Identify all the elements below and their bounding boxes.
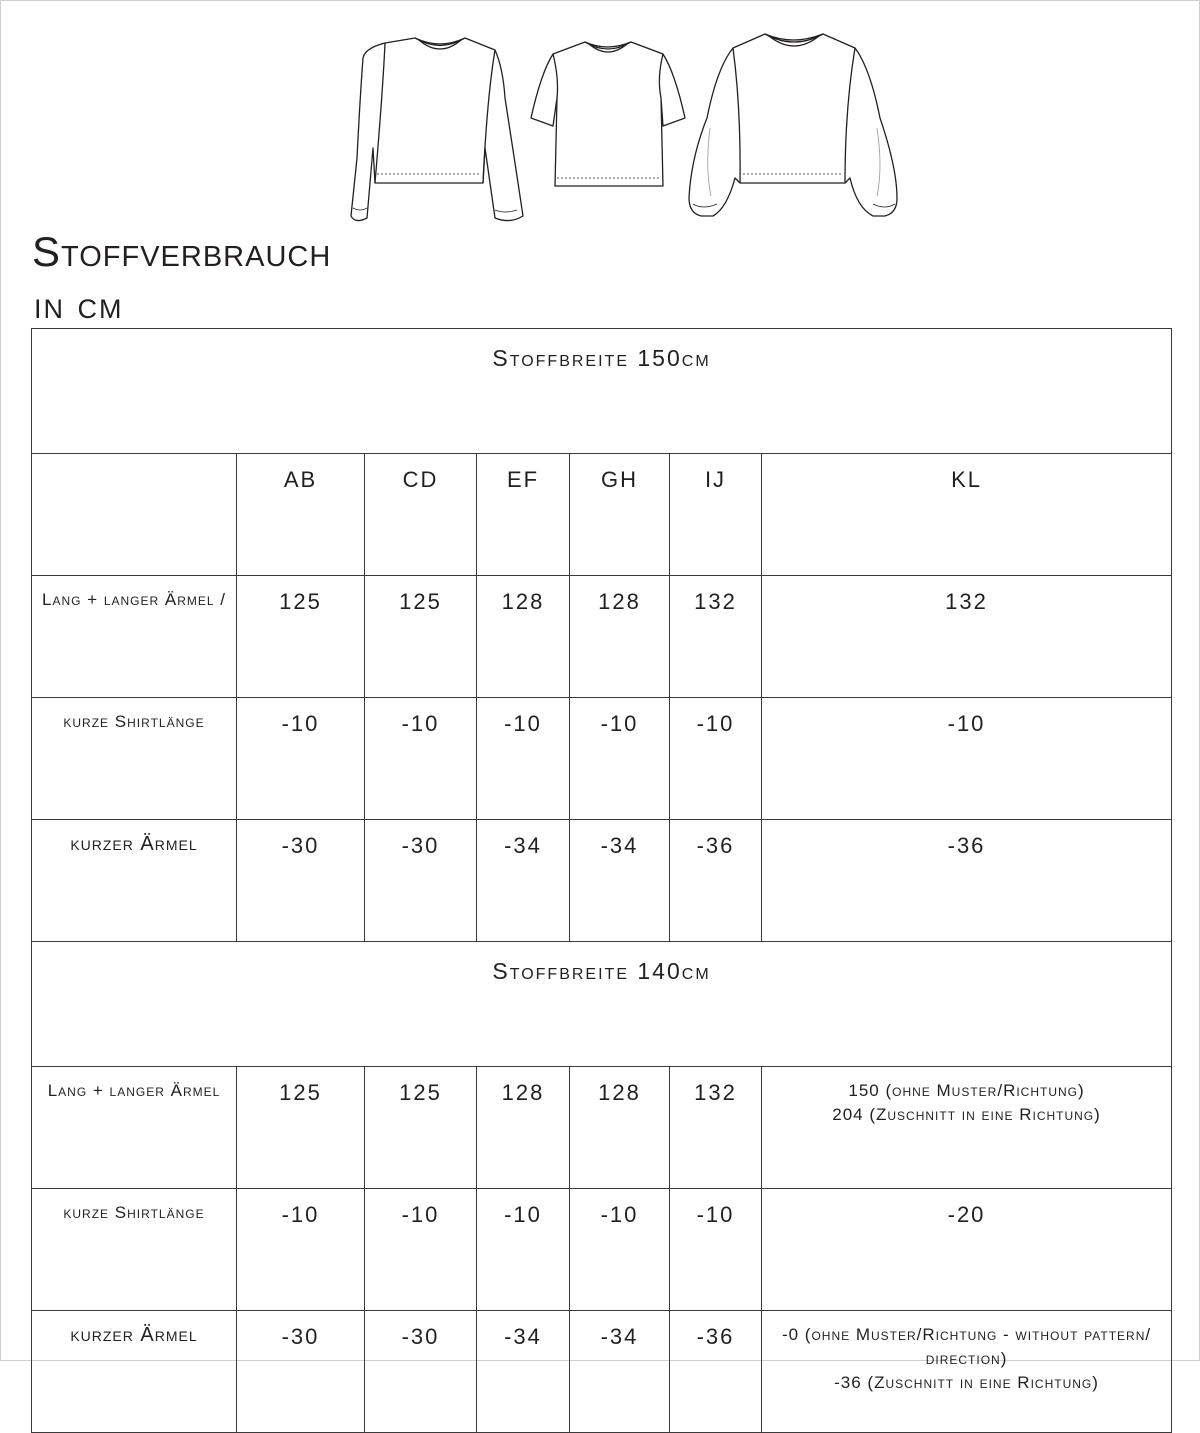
row-label: kurzer Ärmel <box>32 820 237 942</box>
table-cell: 128 <box>477 1067 570 1189</box>
table-row <box>32 1067 1172 1189</box>
short-sleeve-shirt-icon <box>531 42 685 186</box>
table-cell: -10 <box>237 698 365 820</box>
table-cell: -36 <box>762 820 1172 942</box>
table-cell: 132 <box>762 576 1172 698</box>
column-header: AB <box>237 454 365 576</box>
table-cell: -34 <box>570 1311 670 1433</box>
table-cell: -10 <box>365 1189 477 1311</box>
garment-illustrations <box>345 28 915 228</box>
table-cell: -10 <box>570 698 670 820</box>
long-sleeve-shirt-icon <box>351 38 523 221</box>
table-cell: -10 <box>237 1189 365 1311</box>
row-label: Lang + langer Ärmel <box>32 1067 237 1189</box>
table-cell: -10 <box>670 1189 762 1311</box>
table-cell: -36 <box>670 820 762 942</box>
table-cell: -34 <box>570 820 670 942</box>
column-header: EF <box>477 454 570 576</box>
table-cell: -36 <box>670 1311 762 1433</box>
row-label: kurzer Ärmel <box>32 1311 237 1433</box>
table-cell: 125 <box>237 1067 365 1189</box>
fabric-usage-table <box>31 328 1172 1433</box>
table-cell: -30 <box>237 1311 365 1433</box>
column-header: IJ <box>670 454 762 576</box>
table-row <box>32 698 1172 820</box>
table-cell: -10 <box>477 1189 570 1311</box>
column-header: CD <box>365 454 477 576</box>
section-header-row <box>32 329 1172 454</box>
table-cell: 128 <box>570 1067 670 1189</box>
note-line: -0 (ohne Muster/Richtung - without pattern/ direction) <box>781 1325 1152 1368</box>
section-header-row <box>32 942 1172 1067</box>
section-heading: Stoffbreite 140cm <box>32 942 1172 1067</box>
row-label: Lang + langer Ärmel / <box>32 576 237 698</box>
row-label: kurze Shirtlänge <box>32 698 237 820</box>
table-cell: -10 <box>762 698 1172 820</box>
table-cell: -10 <box>570 1189 670 1311</box>
row-label: kurze Shirtlänge <box>32 1189 237 1311</box>
size-header-row <box>32 454 1172 576</box>
table-cell: 128 <box>477 576 570 698</box>
table-row <box>32 1311 1172 1433</box>
table-cell: 125 <box>365 576 477 698</box>
table-cell: -34 <box>477 820 570 942</box>
table-cell: -30 <box>237 820 365 942</box>
table-cell: 125 <box>237 576 365 698</box>
table-row <box>32 576 1172 698</box>
page-title: Stoffverbrauch <box>32 228 332 275</box>
balloon-sleeve-shirt-icon <box>689 34 897 216</box>
section-heading: Stoffbreite 150cm <box>32 329 1172 454</box>
table-cell: -30 <box>365 820 477 942</box>
table-cell: 132 <box>670 576 762 698</box>
column-header: GH <box>570 454 670 576</box>
table-cell: -10 <box>670 698 762 820</box>
table-cell: 125 <box>365 1067 477 1189</box>
table-cell: -34 <box>477 1311 570 1433</box>
column-header <box>32 454 237 576</box>
table-cell: -30 <box>365 1311 477 1433</box>
page-subtitle: in cm <box>34 285 124 327</box>
note-line: 150 (ohne Muster/Richtung) <box>848 1081 1085 1100</box>
table-cell: -10 <box>365 698 477 820</box>
note-cell <box>762 1067 1172 1189</box>
table-row <box>32 1189 1172 1311</box>
table-cell: -20 <box>762 1189 1172 1311</box>
table-cell: -10 <box>477 698 570 820</box>
table-cell: 128 <box>570 576 670 698</box>
note-line: -36 (Zuschnitt in eine Richtung) <box>834 1373 1099 1392</box>
note-line: 204 (Zuschnitt in eine Richtung) <box>832 1105 1101 1124</box>
table-cell: 132 <box>670 1067 762 1189</box>
table-row <box>32 820 1172 942</box>
column-header: KL <box>762 454 1172 576</box>
note-cell <box>762 1311 1172 1433</box>
